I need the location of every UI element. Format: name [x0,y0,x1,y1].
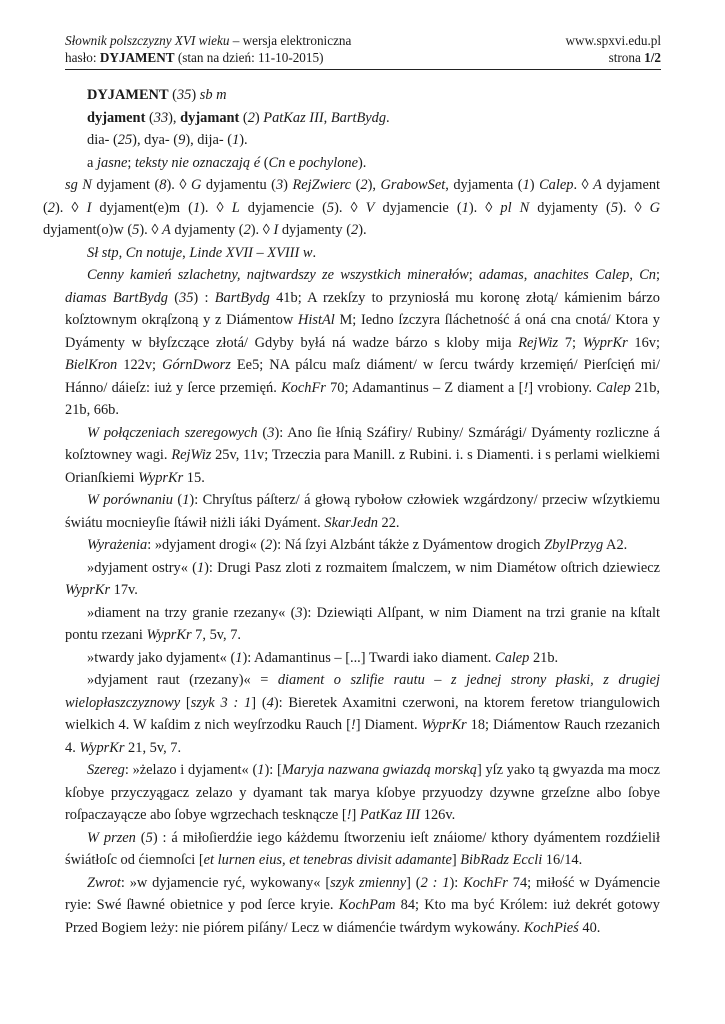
entry-expression-raut: »dyjament raut (rzezany)« = diament o szlifie rautu – z jednej strony płaski, z drugiej wielopłaszczyznowy [szyk 3 : 1] (4): Bieretek Axamitni czerwoni, na ktorem feretow triangulowich wielkich 4. W kaſdim z nich weyſrzodku Rauch [!] Diament. WyprKr 18; Diámentow Rauch rzezanich 4. WyprKr 21, 5v, 7. [65,672,661,756]
entry-sources-line: Sł stp, Cn notuje, Linde XVII – XVIII w. [87,244,317,261]
header-rule [65,69,661,70]
entry-info: hasło: DYJAMENT (stan na dzień: 11-10-2015) [65,50,324,65]
entry-figurative: W przen (5) : á miłoſierdźie iego káżdemu ſtworzeniu ieſt znáiome/ kthory dyámentem rozdźielił świátłoſc od ćiemnoſci [et lurnen eius, et tenebras divisit adamante] BibRadz Eccli 16/14. [65,829,660,868]
dictionary-title: Słownik polszczyzny XVI wieku – wersja elektroniczna [65,33,352,48]
entry-variants-line: dyjament (33), dyjamant (2) PatKaz III, BartBydg. [87,109,390,126]
page-number: strona 1/2 [608,50,661,65]
entry-comparison: W porównaniu (1): Chryſtus páſterz/ á głową rybołow człowiek wzgárdzony/ przeciw wſzytkiemu świátu mocnieyſie ſtáwił niżli iáki Dyáment. SkarJedn 22. [65,492,660,531]
entry-body [43,84,661,939]
entry-definition: Cenny kamień szlachetny, najtwardszy ze wszystkich minerałów; adamas, anachites Calep, Cn; diamas BartBydg (35) : BartBydg 41b; A rzekſzy to przyniosłá mu koronę złotą/ kámienim bárzo koſztownym okrąſzoną y z Diámentow HistAl M; Iedno ſzczyra ſláchetność á oná cna cnotá/ Ktora y Dyámenty w błyſzczące złotá/ Gdyby byłá ná wadze bárzo s kloby mija RejWiz 7; WyprKr 16v; BielKron 122v; GórnDworz Ee5; NA pálcu maſz diáment/ w ſercu twárdy krzemięń/ Pierſcięń mi/ Hánno/ dáieſz: iuż y ſerce przemięń. KochFr 70; Adamantinus – Z diament a [!] vrobiony. Calep 21b, 21b, 66b. [65,267,661,418]
entry-expression-twardy: »twardy jako dyjament« (1): Adamantinus – [...] Twardi iako diament. Calep 21b. [87,649,559,666]
entry-expression-granie: »diament na trzy granie rzezany« (3): Dziewiąti Alſpant, w nim Diament na trzi granie na kſtalt pontu rzezani WyprKr 7, 5v, 7. [65,604,660,643]
entry-headword-line: DYJAMENT (35) sb m [87,87,227,103]
site-url[interactable]: www.spxvi.edu.pl [565,33,661,48]
entry-phrase: Zwrot: »w dyjamencie ryć, wykowany« [szyk zmienny] (2 : 1): KochFr 74; miłość w Dyámencie ryie: Swé ſławné obietnice y pod ſerce kryie. KochPam 84; Kto ma być Królem: iuż dekrét gotowy Przed Bogiem leży: nie piórem piſány/ Lecz w diámenćie twárdym wykowány. KochPieś 40. [65,874,661,936]
entry-expressions: Wyrażenia: »dyjament drogi« (2): Ná ſzyi Alzbánt tákże z Dyámentow drogich ZbylPrzyg A2. [87,537,628,553]
entry-expression-ostry: »dyjament ostry« (1): Drugi Pasz zloti z rozmaitem ſmalczem, w nim Diamétow oſtrich dziewiecz WyprKr 17v. [65,559,660,598]
entry-collocations: W połączeniach szeregowych (3): Ano ſie łſnią Száfiry/ Rubiny/ Szmárági/ Dyámenty rozliczne á koſztowney wagi. RejWiz 25v, 11v; Trzeczia para Manill. z Rubini. i. s Diamenti. i s perlami wielkiemi Orianſkiemi WyprKr 15. [65,424,661,486]
entry-spelling-line: dia- (25), dya- (9), dija- (1). [87,132,248,148]
entry-series: Szereg: »żelazo i dyjament« (1): [Maryja nazwana gwiazdą morską] yſz yako tą gwyazda ma mocz kſobye przyczyągacz zelazo y dyamant tak marya kſobye przyuodzy dzywne grzeſzne albo ſobye roſpaczayącze abo ſobye wgrzechach tesknącze [!] PatKaz III 126v. [65,762,660,823]
entry-pronunciation-line: a jasne; teksty nie oznaczają é (Cn e pochylone). [87,154,367,171]
entry-inflection: sg N dyjament (8). ◊ G dyjamentu (3) RejZwierc (2), GrabowSet, dyjamenta (1) Calep. ◊ A dyjament (2). ◊ I dyjament(e)m (1). ◊ L dyjamencie (5). ◊ V dyjamencie (1). ◊ pl N dyjamenty (5). ◊ G dyjament(o)w (5). ◊ A dyjamenty (2). ◊ I dyjamenty (2). [43,177,661,238]
page-header [65,32,661,66]
